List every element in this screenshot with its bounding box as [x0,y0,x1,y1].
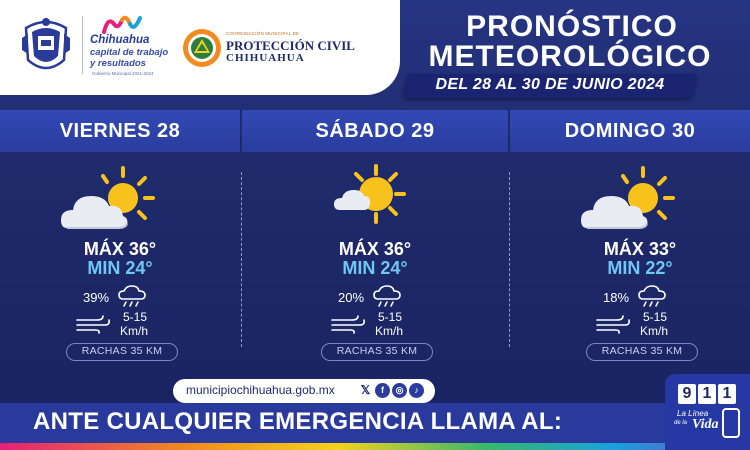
wind-range: 5-15 [123,310,148,324]
min-temperature: MIN 24° [87,258,153,278]
rain-cloud-icon [117,285,147,309]
digit-one: 1 [718,384,736,404]
phone-icon [722,408,740,438]
civil-protection-title: PROTECCIÓN CIVIL [226,38,355,53]
rainbow-stripe [0,443,750,450]
day-header-friday: VIERNES 28 [59,120,181,142]
day-card-saturday [255,152,495,372]
civil-protection-caption: COORDINACIÓN MUNICIPAL DE [226,31,300,36]
chihuahua-logo [90,14,170,76]
rain-probability [338,285,438,309]
rain-percentage: 20% [338,290,365,305]
wind-range: 5-15 [643,310,668,324]
emergency-message: ANTE CUALQUIER EMERGENCIA LLAMA AL: [33,408,563,435]
facebook-icon[interactable]: f [375,383,390,398]
column-divider [241,172,242,347]
partly-cloudy-icon [55,162,165,242]
chihuahua-period: Gobierno Municipal 2021-2024 [92,71,154,76]
wind-icon [330,314,366,334]
wind-speed [75,310,185,340]
rain-percentage: 39% [83,290,110,305]
civil-protection-city: CHIHUAHUA [226,52,305,64]
badge-line-3: Vida [692,417,719,432]
wind-unit: Km/h [120,324,149,338]
emergency-number [678,384,738,404]
municipal-seal-icon [20,14,72,76]
website-link[interactable]: municipiochihuahua.gob.mx [186,383,335,397]
wind-gusts-badge: RACHAS 35 KM [66,343,178,361]
rain-cloud-icon [637,285,667,309]
civil-protection-emblem-icon [182,28,222,68]
chihuahua-name: Chihuahua [90,34,150,46]
tiktok-icon[interactable]: ♪ [409,383,424,398]
rain-probability [83,285,183,309]
rain-cloud-icon [372,285,402,309]
chihuahua-logo-mark-icon [102,14,142,34]
partly-cloudy-icon [575,162,685,242]
max-temperature: MÁX 36° [338,239,412,259]
wind-speed [330,310,440,340]
wind-gusts-badge: RACHAS 35 KM [586,343,698,361]
day-card-friday [0,152,240,372]
wind-speed [595,310,705,340]
min-temperature: MIN 22° [607,258,673,278]
rain-percentage: 18% [603,290,630,305]
wind-gusts-badge: RACHAS 35 KM [321,343,433,361]
wind-unit: Km/h [375,324,404,338]
wind-range: 5-15 [378,310,403,324]
day-header-sunday: DOMINGO 30 [564,120,696,142]
chihuahua-slogan-1: capital de trabajo [90,47,169,58]
wind-icon [595,314,631,334]
column-divider [509,172,510,347]
page-title-line-2: METEOROLÓGICO [428,40,712,73]
day-card-sunday [520,152,750,372]
chihuahua-slogan-2: y resultados [90,58,146,69]
min-temperature: MIN 24° [342,258,408,278]
instagram-icon[interactable]: ◎ [392,383,407,398]
x-icon[interactable]: 𝕏 [360,383,371,397]
rain-probability [603,285,703,309]
max-temperature: MÁX 36° [83,239,157,259]
digit-one: 1 [698,384,716,404]
wind-unit: Km/h [640,324,669,338]
day-header-saturday: SÁBADO 29 [315,120,435,142]
wind-icon [75,314,111,334]
page-title-line-1: PRONÓSTICO [466,10,678,43]
logo-divider [82,16,83,74]
digit-nine: 9 [678,384,696,404]
badge-line-2: de la [674,420,688,426]
mostly-sunny-icon [310,162,420,242]
date-range: DEL 28 AL 30 DE JUNIO 2024 [435,76,665,93]
badge-line-1: La Línea [677,409,709,418]
max-temperature: MÁX 33° [603,239,677,259]
